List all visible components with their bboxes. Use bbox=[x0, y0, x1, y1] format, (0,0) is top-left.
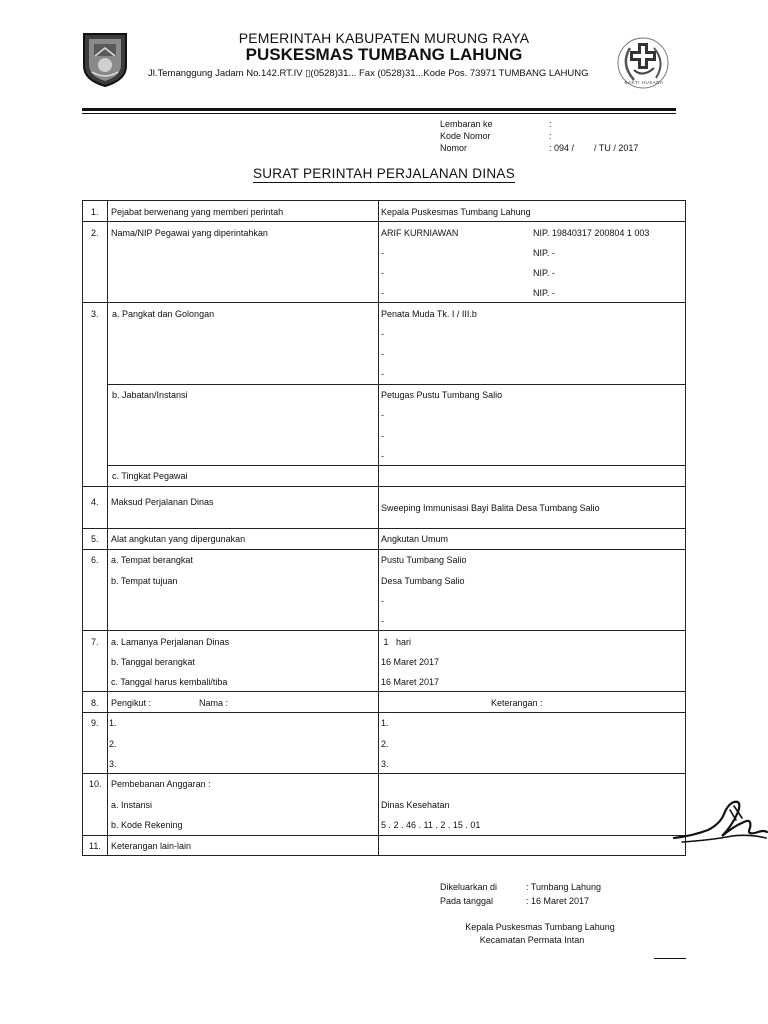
followers-note-label: Keterangan : bbox=[491, 698, 543, 708]
sheet-label: Lembaran ke bbox=[440, 119, 493, 129]
follower-item: 3. bbox=[109, 759, 117, 769]
code-value: : bbox=[549, 131, 552, 141]
destination-blank: - bbox=[381, 616, 384, 626]
agency-value: Dinas Kesehatan bbox=[381, 800, 450, 810]
follower-note: 1. bbox=[381, 718, 389, 728]
row-divider bbox=[107, 465, 685, 466]
position-value: Petugas Pustu Tumbang Salio bbox=[381, 390, 503, 400]
rank-blank: - bbox=[381, 369, 384, 379]
code-label: Kode Nomor bbox=[440, 131, 491, 141]
rank-value: Penata Muda Tk. I / III.b bbox=[381, 309, 477, 319]
departure-date-value: 16 Maret 2017 bbox=[381, 657, 440, 667]
employee-nip: NIP. - bbox=[533, 268, 555, 278]
issue-date-label: Pada tanggal bbox=[440, 896, 494, 906]
row-number: 10. bbox=[89, 779, 102, 789]
position-label: b. Jabatan/Instansi bbox=[112, 390, 188, 400]
transport-value: Angkutan Umum bbox=[381, 534, 449, 544]
transport-label: Alat angkutan yang dipergunakan bbox=[111, 534, 246, 544]
travel-order-table bbox=[82, 200, 686, 856]
row-divider bbox=[83, 302, 685, 303]
position-blank: - bbox=[381, 451, 384, 461]
followers-name-label: Nama : bbox=[199, 698, 229, 708]
row-divider bbox=[83, 549, 685, 550]
return-date-label: c. Tanggal harus kembali/tiba bbox=[111, 677, 228, 687]
document-title-text: SURAT PERINTAH PERJALANAN DINAS bbox=[252, 166, 516, 181]
followers-label: Pengikut : bbox=[111, 698, 152, 708]
duration-value: 1 hari bbox=[381, 637, 412, 647]
position-blank: - bbox=[381, 431, 384, 441]
row-divider bbox=[83, 712, 685, 713]
row-number: 9. bbox=[91, 718, 99, 728]
bakti-husada-emblem-icon bbox=[612, 34, 674, 92]
employee-name: - bbox=[381, 268, 384, 278]
rank-blank: - bbox=[381, 349, 384, 359]
follower-note: 3. bbox=[381, 759, 389, 769]
budget-label: Pembebanan Anggaran : bbox=[111, 779, 211, 789]
row-divider bbox=[83, 691, 685, 692]
document-title bbox=[0, 166, 768, 181]
government-name: PEMERINTAH KABUPATEN MURUNG RAYA bbox=[238, 30, 530, 46]
sheet-value: : bbox=[549, 119, 552, 129]
emblem-text: BAKTI HUSADA bbox=[624, 80, 664, 85]
row-number: 2. bbox=[91, 228, 99, 238]
signer-title: Kepala Puskesmas Tumbang Lahung bbox=[465, 922, 615, 932]
issue-date-value: : 16 Maret 2017 bbox=[526, 896, 590, 906]
departure-place-value: Pustu Tumbang Salio bbox=[381, 555, 467, 565]
position-blank: - bbox=[381, 410, 384, 420]
follower-item: 2. bbox=[109, 739, 117, 749]
follower-note: 2. bbox=[381, 739, 389, 749]
number-label: Nomor bbox=[440, 143, 468, 153]
authorizing-official-value: Kepala Puskesmas Tumbang Lahung bbox=[381, 207, 531, 217]
duration-label: a. Lamanya Perjalanan Dinas bbox=[111, 637, 230, 647]
employee-name: ARIF KURNIAWAN bbox=[381, 228, 459, 238]
header-rule bbox=[82, 108, 676, 111]
row-number: 5. bbox=[91, 534, 99, 544]
office-address: Jl.Temanggung Jadam No.142.RT.IV ▯(0528)31... Fax (0528)31...Kode Pos. 73971 TUMBANG LAHUNG bbox=[148, 68, 589, 79]
row-divider bbox=[83, 773, 685, 774]
office-name: PUSKESMAS TUMBANG LAHUNG bbox=[245, 45, 523, 64]
rank-label: a. Pangkat dan Golongan bbox=[112, 309, 215, 319]
row-divider bbox=[83, 486, 685, 487]
employee-name: - bbox=[381, 248, 384, 258]
number-value: : 094 / / TU / 2017 bbox=[549, 143, 639, 153]
purpose-label: Maksud Perjalanan Dinas bbox=[111, 497, 214, 507]
agency-label: a. Instansi bbox=[111, 800, 153, 810]
issued-at-label: Dikeluarkan di bbox=[440, 882, 498, 892]
issued-at-value: : Tumbang Lahung bbox=[526, 882, 602, 892]
row-divider bbox=[83, 630, 685, 631]
employee-grade-label: c. Tingkat Pegawai bbox=[112, 471, 188, 481]
handwritten-signature-icon bbox=[672, 796, 768, 854]
row-number: 8. bbox=[91, 698, 99, 708]
issuance-block bbox=[0, 882, 768, 962]
row-divider bbox=[83, 835, 685, 836]
return-date-value: 16 Maret 2017 bbox=[381, 677, 440, 687]
row-number: 6. bbox=[91, 555, 99, 565]
rank-blank: - bbox=[381, 329, 384, 339]
header-rule-thin bbox=[82, 113, 676, 114]
signer-district: Kecamatan Permata Intan bbox=[479, 935, 585, 945]
destination-label: b. Tempat tujuan bbox=[111, 576, 178, 586]
departure-date-label: b. Tanggal berangkat bbox=[111, 657, 195, 667]
signature-line bbox=[654, 958, 686, 959]
letter-numbering bbox=[0, 118, 768, 160]
destination-blank: - bbox=[381, 596, 384, 606]
authorizing-official-label: Pejabat berwenang yang memberi perintah bbox=[111, 207, 284, 217]
row-divider bbox=[83, 528, 685, 529]
destination-value: Desa Tumbang Salio bbox=[381, 576, 465, 586]
purpose-value: Sweeping Immunisasi Bayi Balita Desa Tumbang Salio bbox=[381, 503, 600, 513]
row-number: 11. bbox=[89, 841, 101, 851]
account-code-value: 5 . 2 . 46 . 11 . 2 . 15 . 01 bbox=[381, 820, 481, 830]
row-number: 1. bbox=[91, 207, 99, 217]
employee-label: Nama/NIP Pegawai yang diperintahkan bbox=[111, 228, 268, 238]
row-number: 4. bbox=[91, 497, 99, 507]
departure-place-label: a. Tempat berangkat bbox=[111, 555, 193, 565]
employee-nip: NIP. - bbox=[533, 288, 555, 298]
employee-nip: NIP. 19840317 200804 1 003 bbox=[533, 228, 650, 238]
row-divider bbox=[107, 384, 685, 385]
follower-item: 1. bbox=[109, 718, 117, 728]
row-divider bbox=[83, 221, 685, 222]
row-number: 3. bbox=[91, 309, 99, 319]
account-code-label: b. Kode Rekening bbox=[111, 820, 183, 830]
other-notes-label: Keterangan lain-lain bbox=[111, 841, 192, 851]
employee-nip: NIP. - bbox=[533, 248, 555, 258]
row-number: 7. bbox=[91, 637, 99, 647]
employee-name: - bbox=[381, 288, 384, 298]
